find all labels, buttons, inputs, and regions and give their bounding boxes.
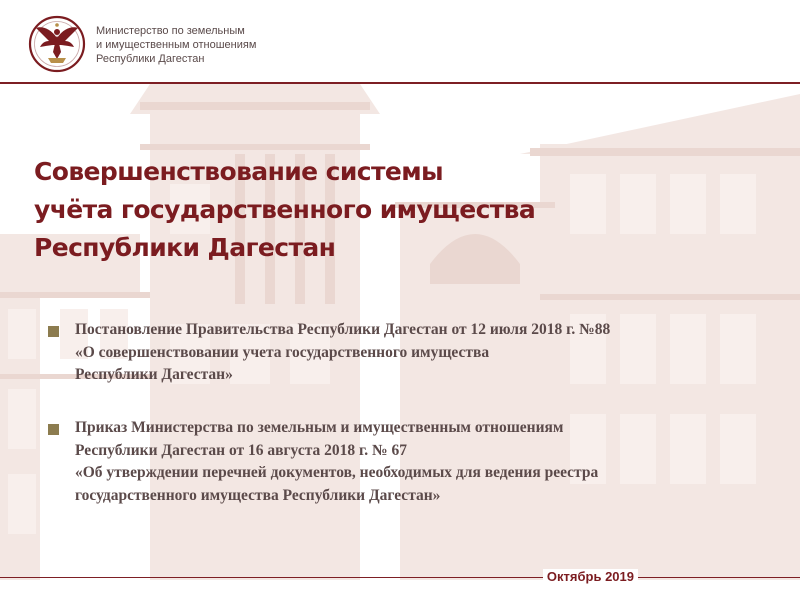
list-item-line: «О совершенствовании учета государственного имущества bbox=[75, 343, 490, 361]
list-item-line: Республики Дагестан от 16 августа 2018 г. № 67 bbox=[75, 441, 407, 459]
list-item-line: Постановление Правительства Республики Дагестан от 12 июля 2018 г. №88 bbox=[75, 321, 611, 338]
list-item-line: Приказ Министерства по земельным и имущественным отношениям bbox=[75, 419, 564, 436]
slide-title-line: Республики Дагестан bbox=[34, 233, 336, 262]
bullet-square-icon bbox=[48, 326, 59, 337]
list-item bbox=[48, 417, 598, 507]
ministry-name-line: Министерство по земельным bbox=[96, 25, 245, 37]
ministry-name-line: и имущественным отношениям bbox=[96, 39, 257, 51]
list-item-line: государственного имущества Республики Дагестан» bbox=[75, 486, 441, 504]
list-item-line: Республики Дагестан» bbox=[75, 366, 233, 383]
slide-title-line: учёта государственного имущества bbox=[34, 195, 536, 224]
header-divider bbox=[0, 82, 800, 84]
footer-divider bbox=[0, 577, 800, 578]
list-item-text bbox=[75, 417, 598, 507]
footer-date: Октябрь 2019 bbox=[543, 569, 638, 585]
slide-title-line: Совершенствование системы bbox=[34, 157, 444, 186]
list-item-line: «Об утверждении перечней документов, необходимых для ведения реестра bbox=[75, 464, 599, 481]
list-item-text bbox=[75, 319, 610, 387]
bullet-square-icon bbox=[48, 424, 59, 435]
dagestan-coat-of-arms-icon bbox=[24, 14, 90, 74]
ministry-name-line: Республики Дагестан bbox=[96, 53, 205, 65]
slide-title bbox=[34, 153, 535, 267]
ministry-name bbox=[96, 24, 256, 66]
list-item bbox=[48, 319, 610, 387]
